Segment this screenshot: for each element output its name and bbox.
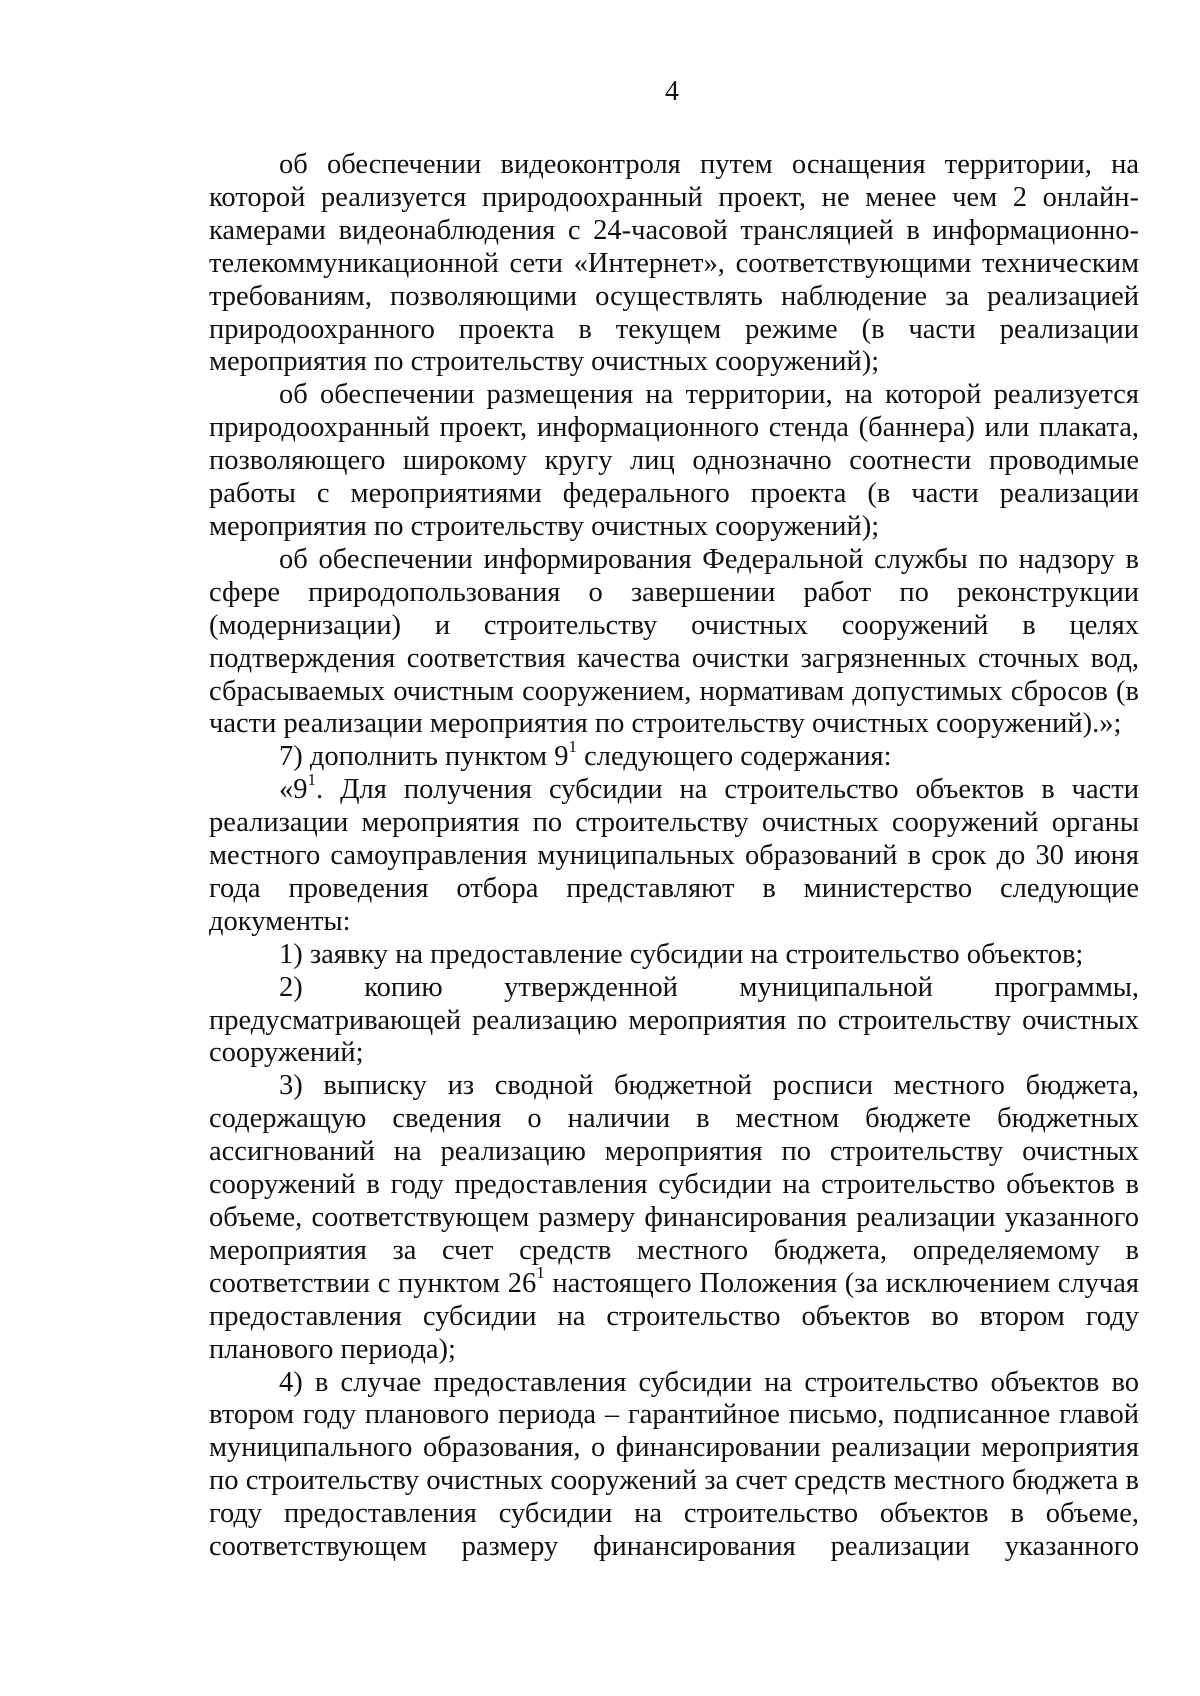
paragraph-add-point	[209, 736, 1139, 774]
text-fragment: настоящего Положения (за исключением случая предоставления субсидии на строительство объектов во втором году планового периода);	[209, 1267, 1140, 1365]
paragraph-item-4: 4) в случае предоставления субсидии на строительство объектов во втором году планового периода – гарантийное письмо, подписанное главой муниципального образования, о финансировании реализации мероприятия по строительству очистных сооружений за счет средств местного бюджета в году предоставления субсидии на строительство объектов в объеме, соответствующем размеру финансирования реализации указанного	[209, 1366, 1139, 1563]
document-body	[209, 149, 1139, 1564]
page-number: 4	[665, 76, 679, 107]
paragraph-point-9-1	[209, 769, 1139, 939]
text-fragment: «9	[279, 774, 308, 806]
text-fragment: . Для получения субсидии на строительство объектов в части реализации мероприятия по строительству очистных сооружений органы местного самоуправления муниципальных образований в срок до 30 июня года проведения отбора представляют в министерство следующие документы:	[209, 774, 1139, 937]
superscript: 1	[536, 1263, 545, 1283]
superscript: 1	[307, 769, 316, 789]
superscript: 1	[568, 736, 577, 756]
paragraph-info-stand: об обеспечении размещения на территории, на которой реализуется природоохранный проект, информационного стенда (баннера) или плаката, позволяющего широкому кругу лиц однозначно соотнести проводимые работы с мероприятиями федерального проекта (в части реализации мероприятия по строительству очистных сооружений);	[209, 379, 1139, 542]
paragraph-inform-service: об обеспечении информирования Федеральной службы по надзору в сфере природопользования о завершении работ по реконструкции (модернизации) и строительству очистных сооружений в целях подтверждения соответствия качества очистки загрязненных сточных вод, сбрасываемых очистным сооружением, нормативам допустимых сбросов (в части реализации мероприятия по строительству очистных сооружений).»;	[209, 543, 1139, 740]
text-fragment: следующего содержания:	[576, 741, 892, 773]
paragraph-item-1: 1) заявку на предоставление субсидии на строительство объектов;	[279, 938, 1084, 970]
text-fragment: 3) выписку из сводной бюджетной росписи местного бюджета, содержащую сведения о наличии в местном бюджете бюджетных ассигнований на реализацию мероприятия по строительству очистных сооружений в году предоставления субсидии на строительство объектов в объеме, соответствующем размеру финансирования реализации указанного мероприятия за счет средств местного бюджета, определяемому в соответствии с пунктом 26	[209, 1070, 1139, 1299]
paragraph-item-2: 2) копию утвержденной муниципальной программы, предусматривающей реализацию мероприятия по строительству очистных сооружений;	[209, 971, 1139, 1069]
paragraph-item-3	[209, 1070, 1139, 1366]
paragraph-video-control: об обеспечении видеоконтроля путем оснащения территории, на которой реализуется природоохранный проект, не менее чем 2 онлайн-камерами видеонаблюдения с 24-часовой трансляцией в информационно-телекоммуникационной сети «Интернет», соответствующими техническим требованиям, позволяющими осуществлять наблюдение за реализацией природоохранного проекта в текущем режиме (в части реализации мероприятия по строительству очистных сооружений);	[209, 149, 1139, 378]
text-fragment: 7) дополнить пунктом 9	[279, 741, 569, 773]
